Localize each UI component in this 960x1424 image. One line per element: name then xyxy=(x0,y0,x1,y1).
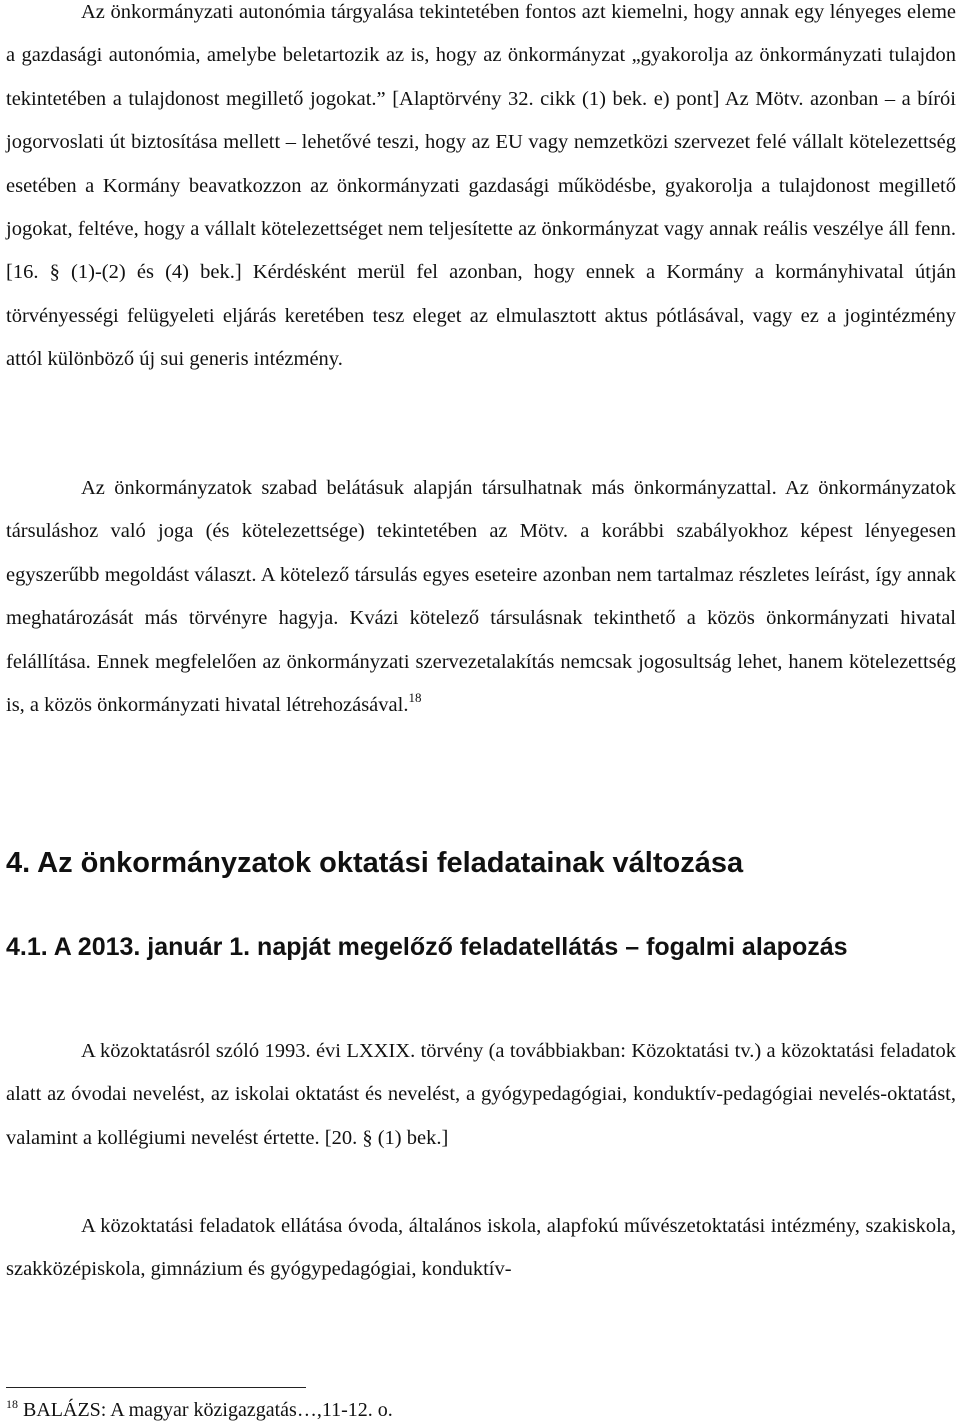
subsection-heading-4-1: 4.1. A 2013. január 1. napját megelőző feladatellátás – fogalmi alapozás xyxy=(6,933,848,961)
paragraph-autonomy: Az önkormányzati autonómia tárgyalása tekintetében fontos azt kiemelni, hogy annak egy lényeges eleme a gazdasági autonómia, amelybe beletartozik az is, hogy az önkormányzat „gyakorolja az önkormányzati tulajdon tekintetében a tulajdonost megillető jogokat.” [Alaptörvény 32. cikk (1) bek. e) pont] Az Mötv. azonban – a bírói jogorvoslati út biztosítása mellett – lehetővé teszi, hogy az EU vagy nemzetközi szervezet felé vállalt kötelezettség esetében a Kormány beavatkozzon az önkormányzati gazdasági működésbe, gyakorolja a tulajdonost megillető jogokat, feltéve, hogy a vállalt kötelezettséget nem teljesítette az önkormányzat vagy annak reális veszélye áll fenn. [16. § (1)-(2) és (4) bek.] Kérdésként merül fel azonban, hogy ennek a Kormány a kormányhivatal útján törvényességi felügyeleti eljárás keretében tesz eleget az elmulasztott aktus pótlásával, vagy ez a jogintézmény attól különböző új sui generis intézmény. xyxy=(6,1,956,371)
footnote-text: BALÁZS: A magyar közigazgatás…,11-12. o. xyxy=(23,1399,393,1421)
paragraph-education-institutions: A közoktatási feladatok ellátása óvoda, általános iskola, alapfokú művészetoktatási intézmény, szakiskola, szakközépiskola, gimnázium és gyógypedagógiai, konduktív- xyxy=(6,1215,956,1281)
footnote-reference[interactable]: 18 xyxy=(408,690,422,706)
footnote-number: 18 xyxy=(6,1397,18,1411)
paragraph-associations xyxy=(6,467,956,727)
footnote-separator xyxy=(6,1387,306,1388)
section-heading-4: 4. Az önkormányzatok oktatási feladatainak változása xyxy=(6,847,744,879)
footnote-18 xyxy=(6,1397,956,1423)
paragraph-associations-text: Az önkormányzatok szabad belátásuk alapján társulhatnak más önkormányzattal. Az önkormányzatok társuláshoz való joga (és kötelezettsége) tekintetében az Mötv. a korábbi szabályokhoz képest lényegesen egyszerűbb megoldást választ. A kötelező társulás egyes eseteire azonban nem tartalmaz részletes leírást, így annak meghatározását más törvényre hagyja. Kvázi kötelező társulásnak tekinthető a közös önkormányzati hivatal felállítása. Ennek megfelelően az önkormányzati szervezetalakítás nemcsak jogosultság lehet, hanem kötelezettség is, a közös önkormányzati hivatal létrehozásával. xyxy=(6,477,956,717)
paragraph-public-education-act: A közoktatásról szóló 1993. évi LXXIX. törvény (a továbbiakban: Közoktatási tv.) a közoktatási feladatok alatt az óvodai nevelést, az iskolai oktatást és nevelést, a gyógypedagógiai, konduktív-pedagógiai nevelés-oktatást, valamint a kollégiumi nevelést értette. [20. § (1) bek.] xyxy=(6,1040,956,1149)
